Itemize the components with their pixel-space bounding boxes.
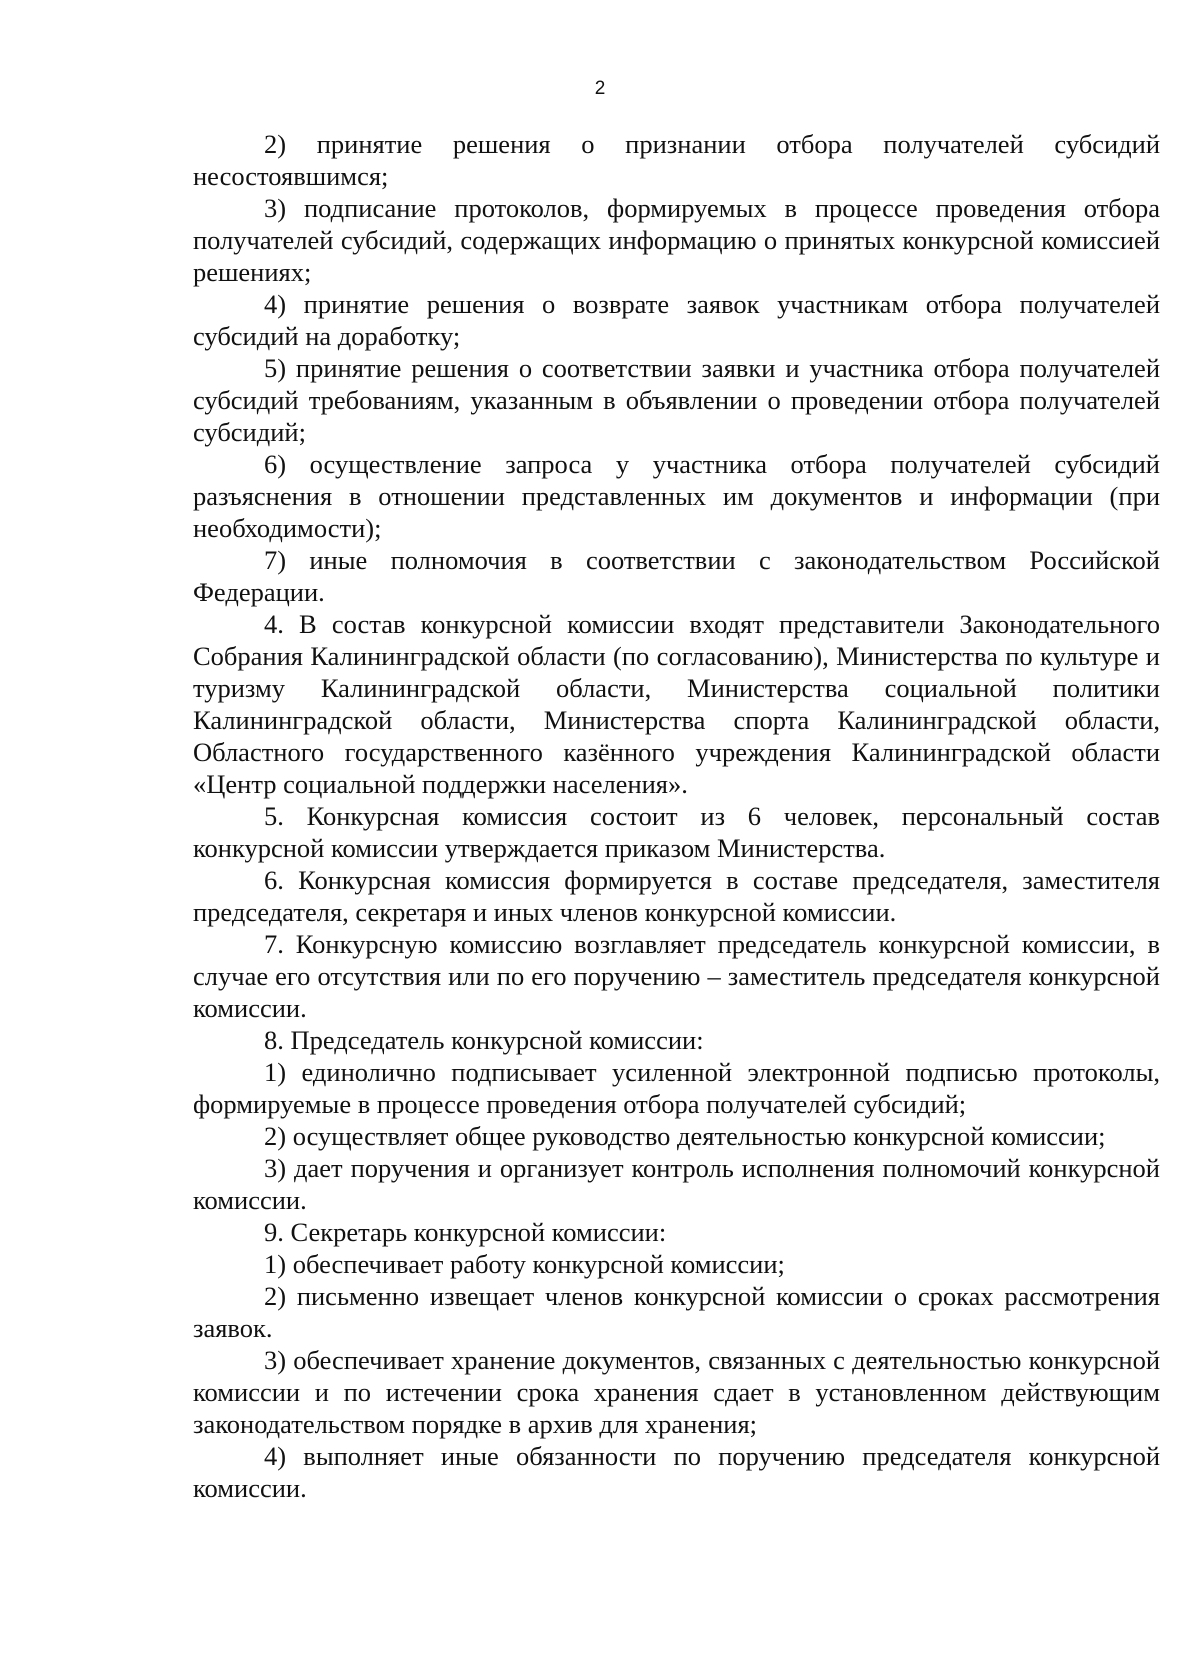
document-body xyxy=(193,128,1160,1504)
paragraph-commission-composition: 4. В состав конкурсной комиссии входят представители Законодательного Собрания Калининградской области (по согласованию), Министерства по культуре и туризму Калининградской области, Министерства социальной политики Калининградской области, Министерства спорта Калининградской области, Областного государственного казённого учреждения Калининградской области «Центр социальной поддержки населения». xyxy=(193,609,1160,799)
paragraph-signing-protocols: 3) подписание протоколов, формируемых в процессе проведения отбора получателей субсидий, содержащих информацию о принятых конкурсной комиссией решениях; xyxy=(193,193,1160,287)
paragraph-secretary-storage: 3) обеспечивает хранение документов, связанных с деятельностью конкурсной комиссии и по истечении срока хранения сдает в установленном действующим законодательством порядке в архив для хранения; xyxy=(193,1345,1160,1439)
paragraph-chairman-heading: 8. Председатель конкурсной комиссии: xyxy=(264,1025,704,1055)
page-number: 2 xyxy=(594,78,606,99)
paragraph-clarification-request: 6) осуществление запроса у участника отбора получателей субсидий разъяснения в отношении представленных им документов и информации (при необходимости); xyxy=(193,449,1160,543)
paragraph-chairman-signs: 1) единолично подписывает усиленной электронной подписью протоколы, формируемые в процессе проведения отбора получателей субсидий; xyxy=(193,1057,1160,1119)
paragraph-compliance-decision: 5) принятие решения о соответствии заявки и участника отбора получателей субсидий требованиям, указанным в объявлении о проведении отбора получателей субсидий; xyxy=(193,353,1160,447)
paragraph-secretary-heading: 9. Секретарь конкурсной комиссии: xyxy=(264,1217,667,1247)
paragraph-secretary-ensures-work: 1) обеспечивает работу конкурсной комиссии; xyxy=(264,1249,785,1279)
paragraph-return-applications: 4) принятие решения о возврате заявок участникам отбора получателей субсидий на доработку; xyxy=(193,289,1160,351)
paragraph-commission-size: 5. Конкурсная комиссия состоит из 6 человек, персональный состав конкурсной комиссии утверждается приказом Министерства. xyxy=(193,801,1160,863)
paragraph-commission-structure: 6. Конкурсная комиссия формируется в составе председателя, заместителя председателя, секретаря и иных членов конкурсной комиссии. xyxy=(193,865,1160,927)
paragraph-decision-failed-selection: 2) принятие решения о признании отбора получателей субсидий несостоявшимся; xyxy=(193,129,1160,191)
paragraph-chairman-manages: 2) осуществляет общее руководство деятельностью конкурсной комиссии; xyxy=(264,1121,1106,1151)
paragraph-chairman-instructs: 3) дает поручения и организует контроль исполнения полномочий конкурсной комиссии. xyxy=(193,1153,1160,1215)
paragraph-secretary-notifies: 2) письменно извещает членов конкурсной комиссии о сроках рассмотрения заявок. xyxy=(193,1281,1160,1343)
paragraph-other-powers: 7) иные полномочия в соответствии с законодательством Российской Федерации. xyxy=(193,545,1160,607)
paragraph-commission-head: 7. Конкурсную комиссию возглавляет председатель конкурсной комиссии, в случае его отсутствия или по его поручению – заместитель председателя конкурсной комиссии. xyxy=(193,929,1160,1023)
paragraph-secretary-other-duties: 4) выполняет иные обязанности по поручению председателя конкурсной комиссии. xyxy=(193,1441,1160,1503)
